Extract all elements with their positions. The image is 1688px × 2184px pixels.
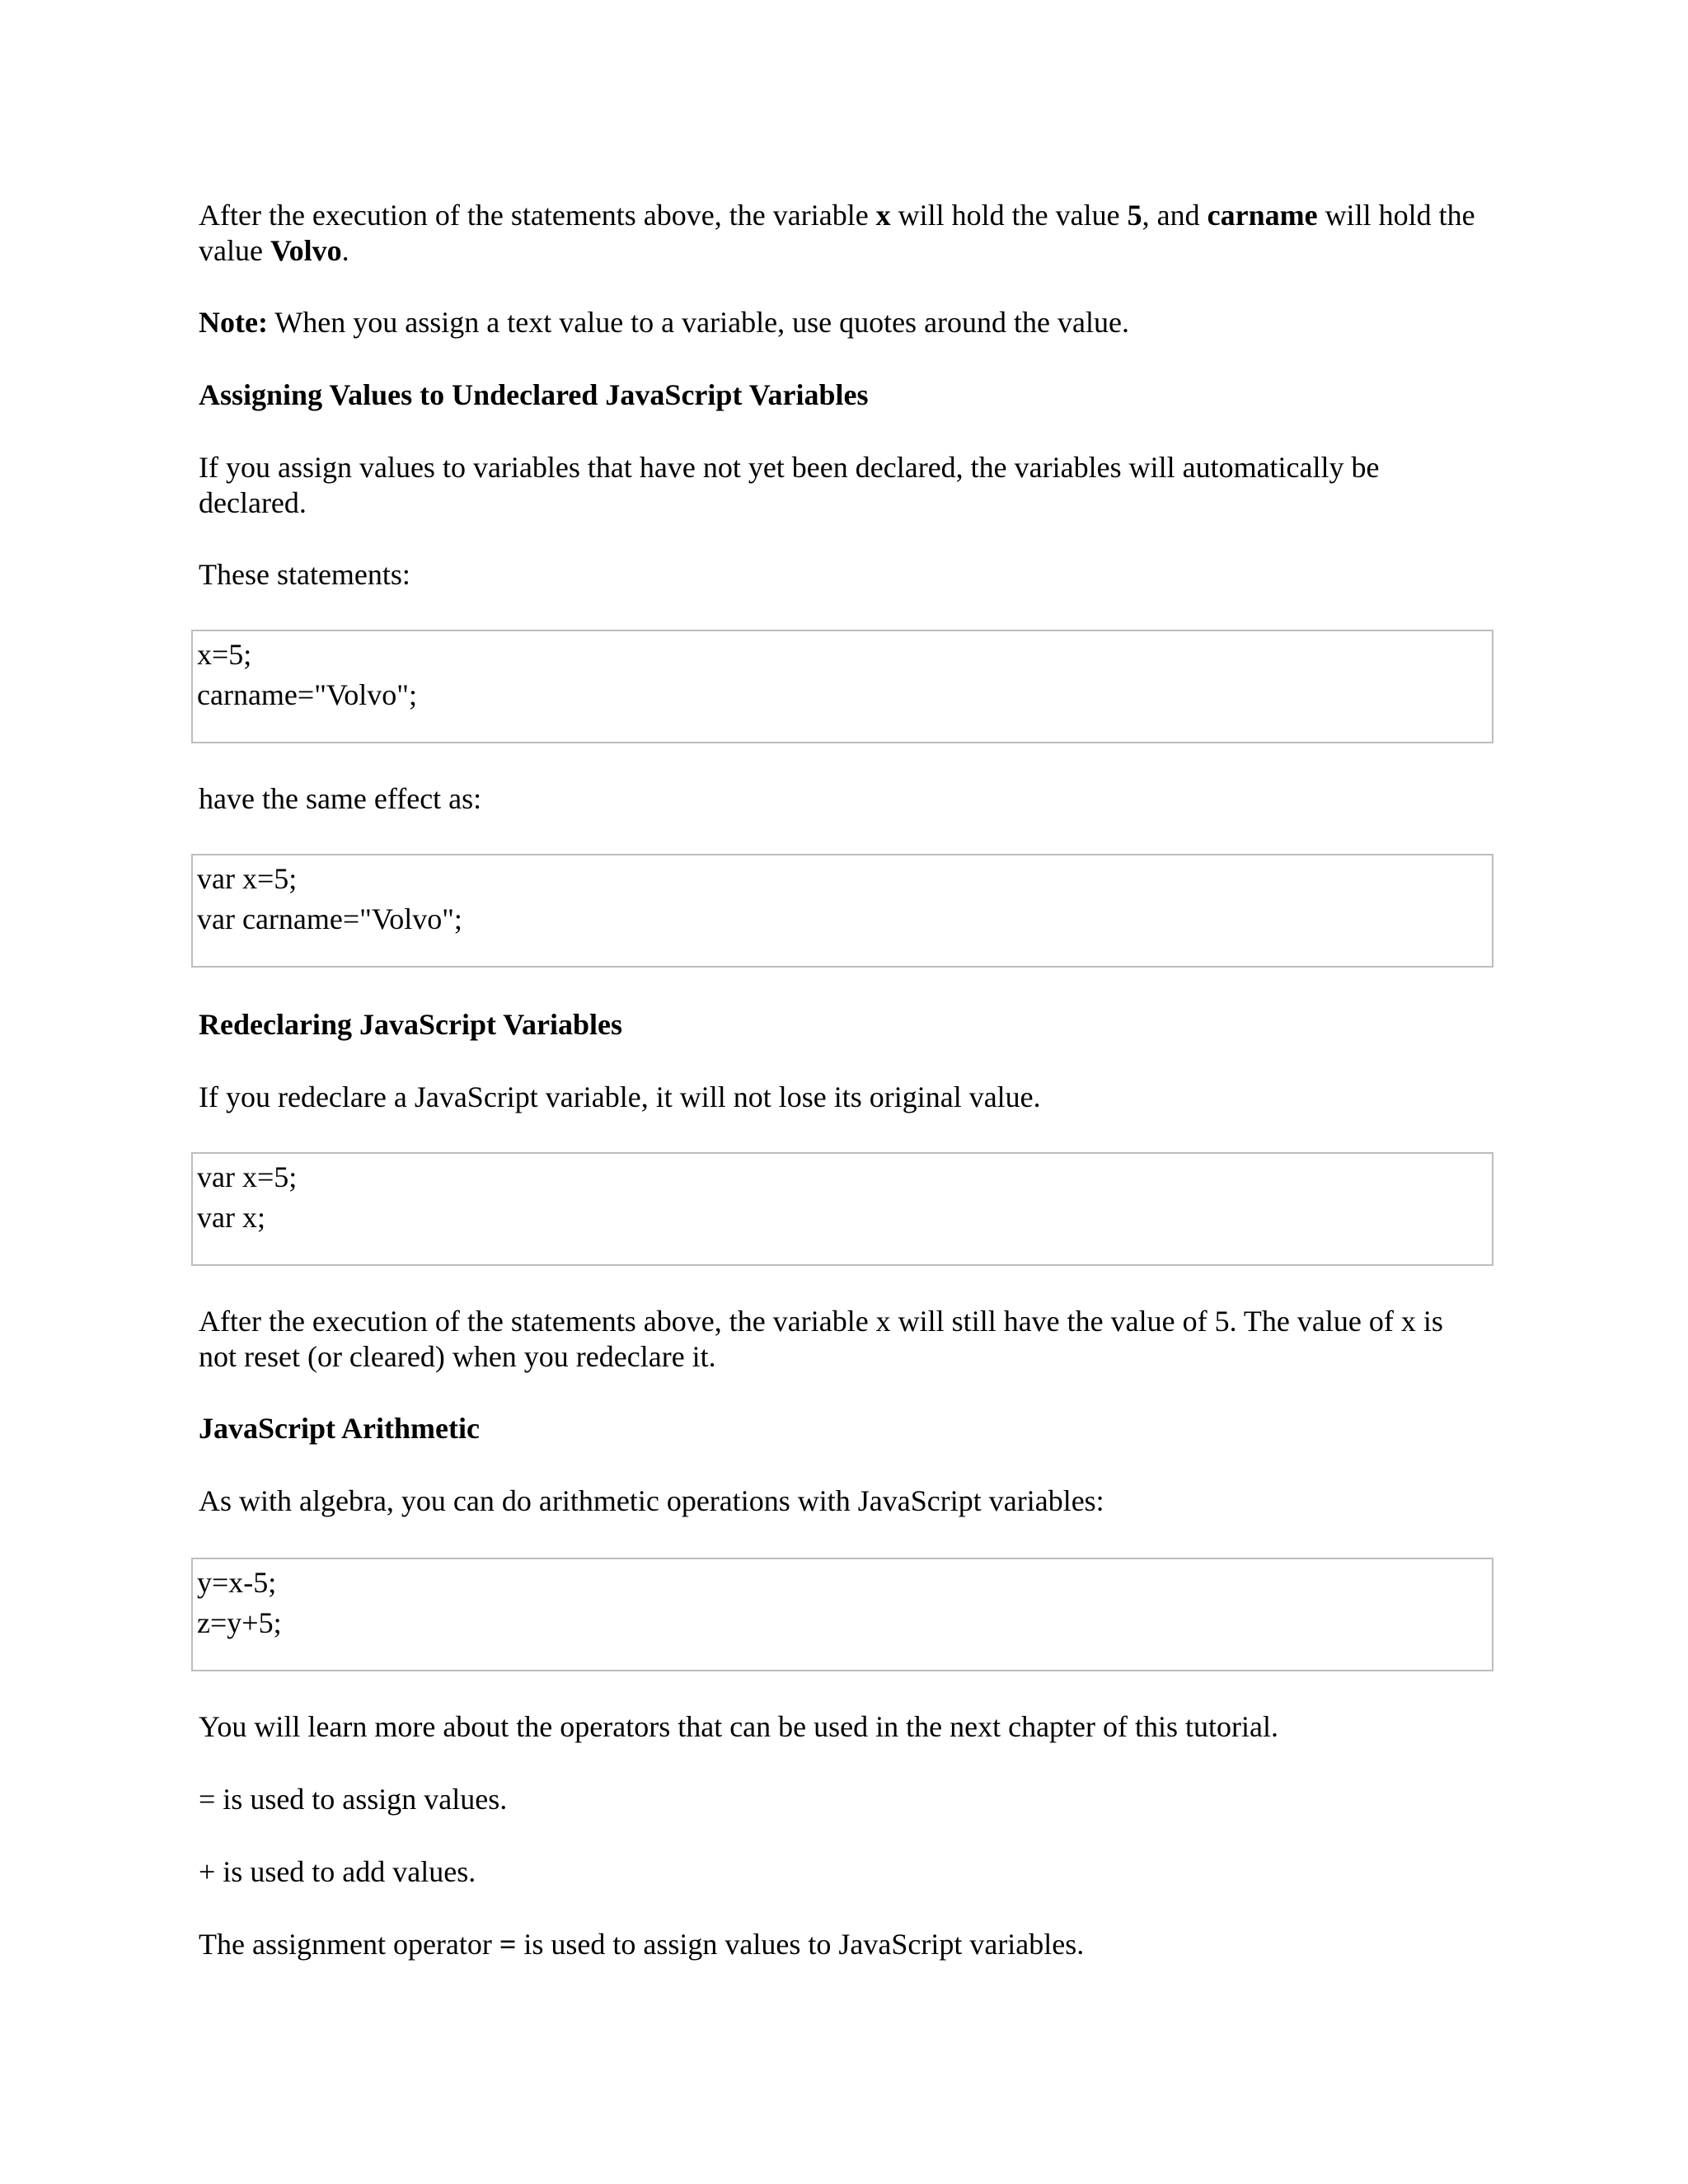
code-line: var x=5; [197, 1160, 298, 1193]
code-block-redeclare [191, 1152, 1493, 1266]
code-block-declared [191, 854, 1493, 968]
code-line: var carname="Volvo"; [197, 902, 462, 935]
heading-javascript-arithmetic: JavaScript Arithmetic [199, 1412, 480, 1445]
heading-undeclared-variables: Assigning Values to Undeclared JavaScript Variables [199, 378, 869, 411]
paragraph-auto-declared: If you assign values to variables that have not yet been declared, the variables will automatically be declared. [199, 451, 1380, 519]
text: will hold the value [890, 199, 1128, 232]
paragraph-variable-values [199, 198, 1484, 269]
text: is used to assign values to JavaScript variables. [516, 1928, 1085, 1961]
paragraph-operators-next-chapter: You will learn more about the operators that can be used in the next chapter of this tutorial. [199, 1710, 1278, 1743]
paragraph-assign-operator: = is used to assign values. [199, 1783, 508, 1816]
paragraph-these-statements: These statements: [199, 558, 410, 591]
code-line: carname="Volvo"; [197, 678, 417, 711]
bold-variable-x: x [875, 199, 891, 232]
code-line: y=x-5; [197, 1566, 277, 1599]
code-line: var x=5; [197, 862, 298, 895]
note-paragraph [199, 305, 1484, 340]
note-text: When you assign a text value to a variable, use quotes around the value. [267, 306, 1129, 339]
code-block-undeclared [191, 630, 1493, 743]
note-label: Note: [199, 306, 268, 339]
text: will hold the value [199, 199, 1475, 267]
paragraph-still-value: After the execution of the statements above, the variable x will still have the value of 5. The value of x is not reset (or cleared) when you redeclare it. [199, 1305, 1443, 1373]
bold-value-volvo: Volvo [270, 234, 342, 267]
code-block-arithmetic [191, 1558, 1493, 1671]
paragraph-assignment-operator [199, 1927, 1484, 1962]
bold-value-5: 5 [1127, 199, 1142, 232]
text: The assignment operator [199, 1928, 499, 1961]
code-line: var x; [197, 1201, 265, 1234]
paragraph-same-effect: have the same effect as: [199, 782, 482, 815]
code-line: z=y+5; [197, 1606, 282, 1639]
bold-variable-carname: carname [1207, 199, 1318, 232]
text: , and [1142, 199, 1207, 232]
paragraph-redeclare: If you redeclare a JavaScript variable, it will not lose its original value. [199, 1080, 1041, 1113]
text: After the execution of the statements above, the variable [199, 199, 876, 232]
code-line: x=5; [197, 638, 252, 671]
bold-equals-operator: = [499, 1928, 517, 1961]
paragraph-arithmetic: As with algebra, you can do arithmetic operations with JavaScript variables: [199, 1484, 1104, 1517]
text: . [341, 234, 349, 267]
paragraph-add-operator: + is used to add values. [199, 1855, 476, 1888]
heading-redeclaring-variables: Redeclaring JavaScript Variables [199, 1008, 622, 1041]
